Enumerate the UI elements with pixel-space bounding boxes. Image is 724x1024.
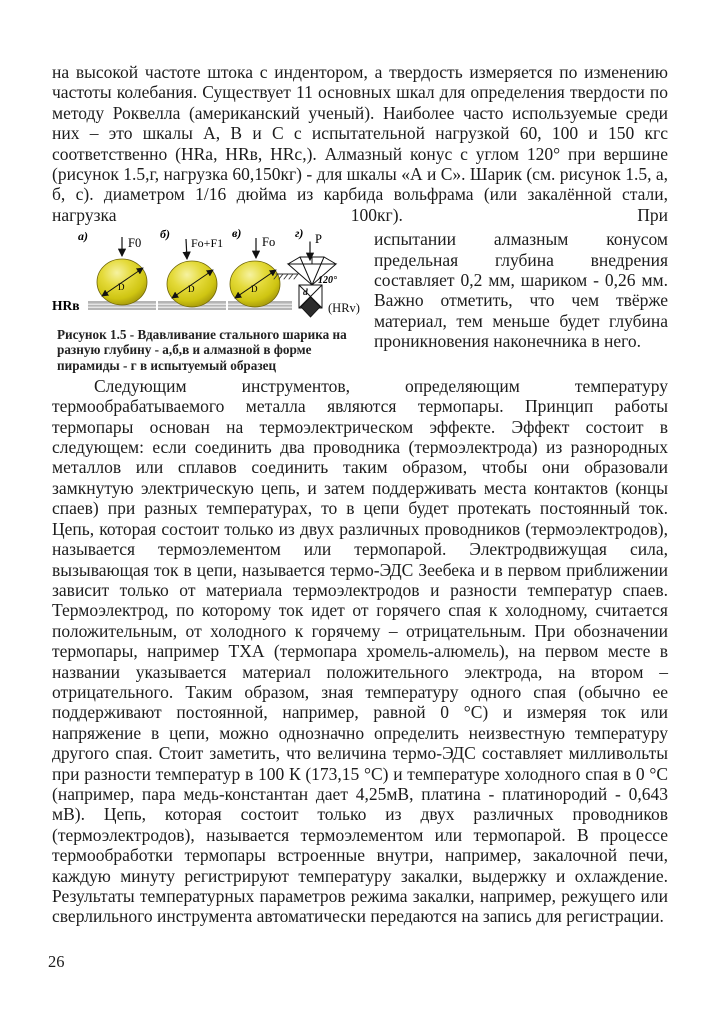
page-number: 26 [48, 952, 65, 971]
panel-label-g: г) [295, 228, 304, 241]
paragraph-rockwell-wrap: испытании алмазным конусом предельная глубина внедрения составляет 0,2 мм, шариком - 0,26 мм. Важно отметить, что чем твёрже материал, тем меньше будет глубина проникновения наконечника в него. [374, 229, 668, 352]
panel-b [160, 228, 223, 307]
diameter-label-b: D [188, 284, 195, 295]
figure-1-5 [52, 228, 374, 373]
scale-label-hrb: HRв [52, 298, 80, 314]
panel-label-b: б) [160, 228, 170, 242]
force-label-v: Fo [262, 235, 276, 250]
diamond-tip [301, 297, 320, 317]
force-label-b: Fo+F1 [191, 236, 224, 251]
panel-label-v: в) [232, 228, 242, 241]
figure-caption: Рисунок 1.5 - Вдавливание стального шарика на разную глубину - а,б,в и алмазной в форме пирамиды - г в испытуемый образец [57, 327, 347, 373]
force-label-a: F0 [128, 236, 142, 251]
diameter-label-v: D [251, 284, 258, 295]
figure-text-wrap-row [52, 228, 668, 373]
force-label-g: P [315, 232, 322, 247]
paragraph-thermocouples: Следующим инструментов, определяющим температуру термообрабатываемого металла являются термопары. Принцип работы термопары основан на термоэлектрическом эффекте. Эффект состоит в следующем: если соединить два проводника (термоэлектрода) из разнородных металлов или сплавов соединить таким образом, чтобы они образовали замкнутую электрическую цепь, и затем поддерживать места контактов (концы спаев) при разных температурах, то в цепи будет протекать постоянный ток. Цепь, которая состоит только из двух различных проводников (термоэлектродов), называется термоэлементом или термопарой. Электродвижущая сила, вызывающая ток в цепи, называется термо-ЭДС Зеебека и в первом приближении зависит только от материала термоэлектродов и разности температур спаев. Термоэлектрод, по которому ток идет от горячего спая к холодному, считается положительным, от холодного к горячему – отрицательным. При обозначении термопары, например ТХА (термопара хромель-алюмель), на первом месте в названии указывается материал положительного электрода, на втором – отрицательного. Таким образом, зная температуру одного спая (обычно ее поддерживают постоянной, например, равной 0 °С) и измеряя ток или напряжение в цепи, можно однозначно определить неизвестную температуру другого спая. Стоит заметить, что величина термо-ЭДС составляет милливольты при разности температур в 100 К (173,15 °С) и температуре холодного спая в 0 °С (например, пара медь-константан дает 4,25мВ, платина - платинородий - 0,643 мВ). Цепь, которая состоит только из двух различных проводников (термоэлектродов), называется термоэлементом или термопарой. В процессе термообработки термопары встроенные внутри, например, закалочной печи, каждую минуту регистрируют температуру закалки, выдержку и охлаждение. Результаты температурных параметров режима закалки, например, режущего или сверлильного инструмента автоматически передаются на запись для регистрации. [52, 375, 668, 927]
panel-label-a: а) [78, 229, 88, 244]
diameter-label-a: D [118, 282, 125, 293]
depth-label: d [303, 288, 308, 299]
paragraph-rockwell: на высокой частоте штока с индентором, а твердость измеряется по изменению частоты колебания. Существует 11 основных шкал для определения твердости по методу Роквелла (американский ученый). Наиболее часто используемые среди них – это шкалы А, В и С с испытательной нагрузкой 60, 100 и 150 кгс соответственно (HRa, HRв, HRc,). Алмазный конус с углом 120° при вершине (рисунок 1.5,г, нагрузка 60,150кг) - для шкалы «А и С». Шарик (см. рисунок 1.5, а, б, с). диаметром 1/16 дюйма из карбида вольфрама (или закалённой стали, нагрузка 100кг). При [52, 62, 668, 225]
panel-v [230, 228, 280, 307]
angle-label: 120° [318, 275, 337, 287]
panel-a [78, 229, 147, 305]
hardness-indentation-figure [52, 228, 374, 324]
force-arrow-b [186, 239, 187, 259]
scale-label-hrv: (HRv) [328, 301, 360, 316]
